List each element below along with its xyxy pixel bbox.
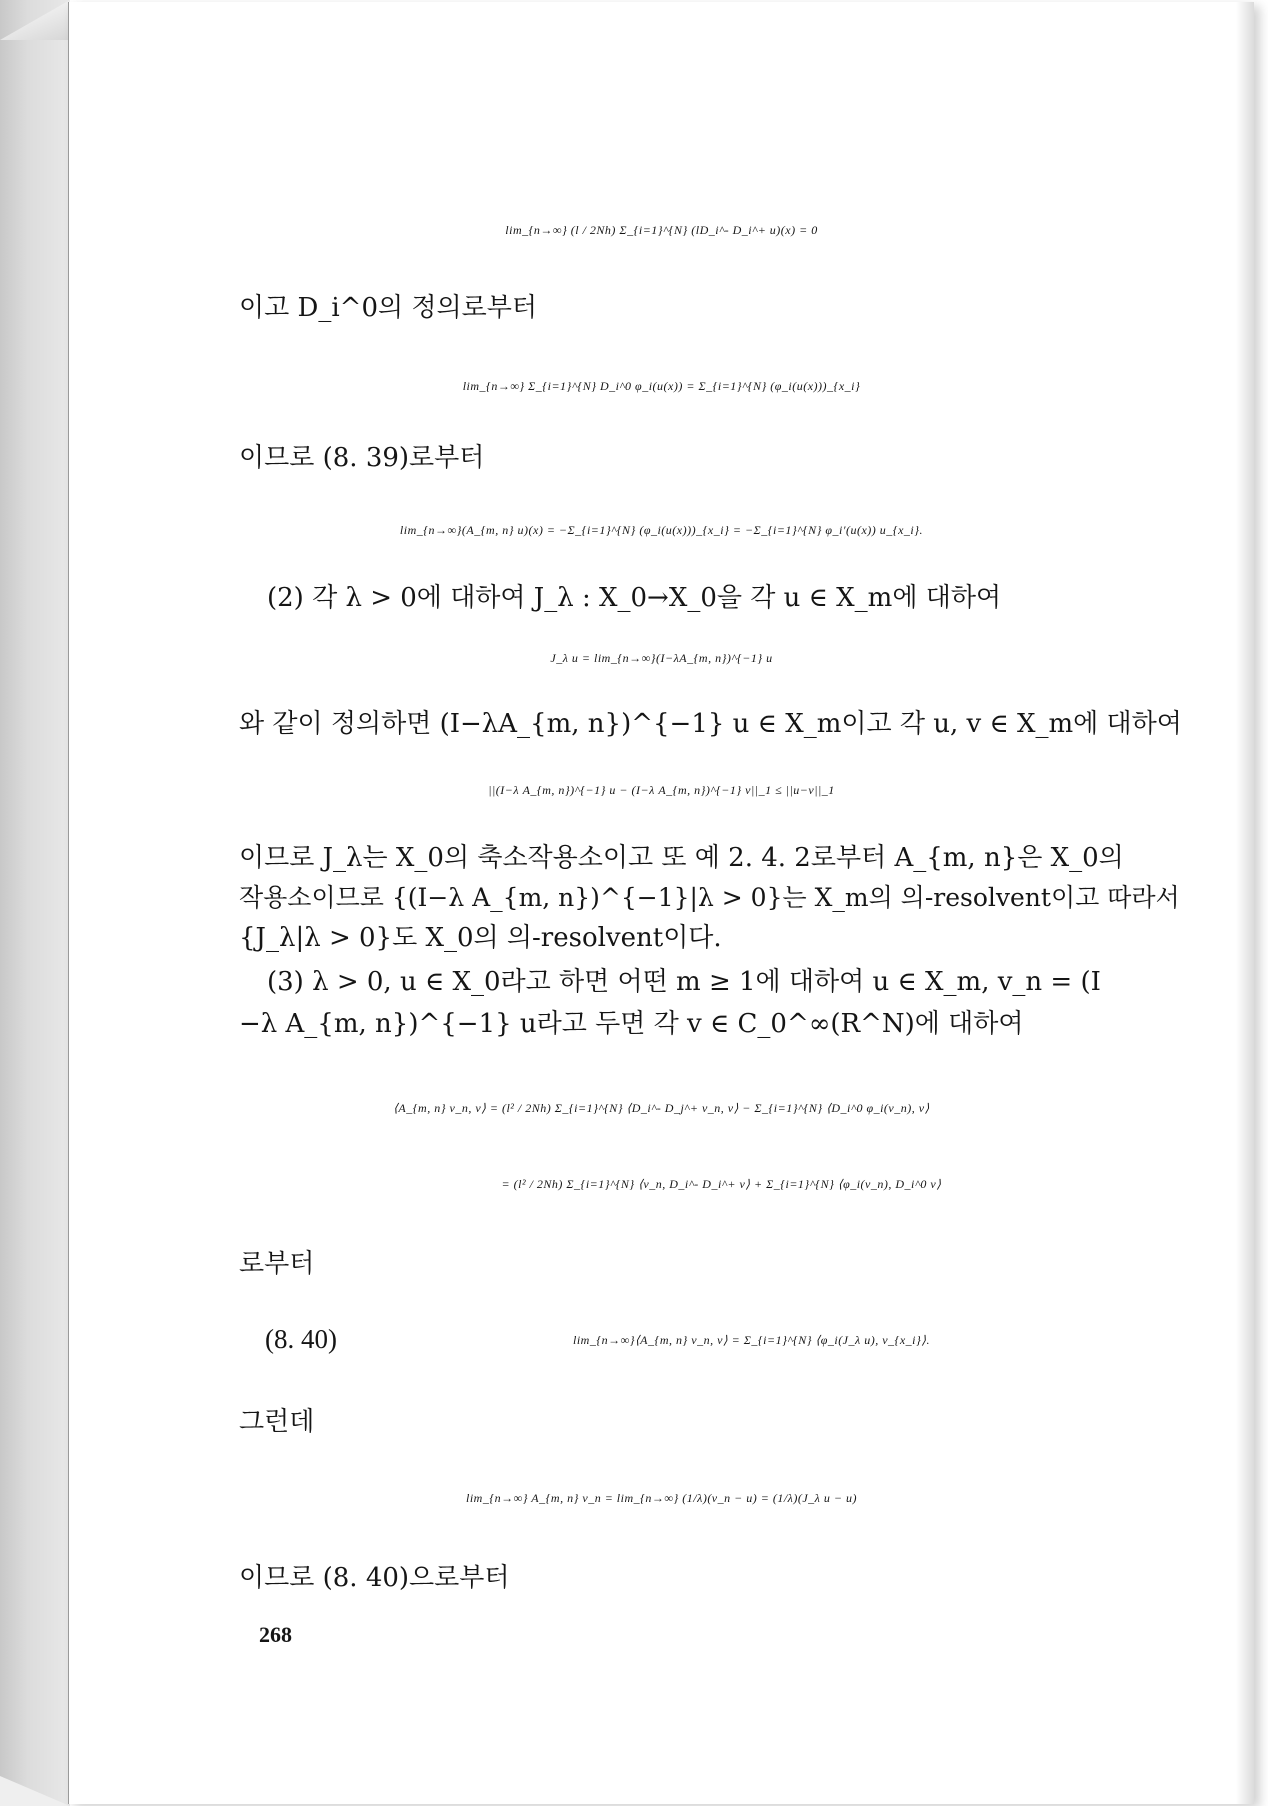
page-edge-shade: [1236, 2, 1254, 1804]
equation-line: ⟨A_{m, n} v_n, v⟩ = (l² / 2Nh) Σ_{i=1}^{N} ⟨D_i^- D_j^+ v_n, v⟩ − Σ_{i=1}^{N} ⟨D_i^0 φ_i(v_n), v⟩: [393, 1101, 930, 1115]
equation-line: lim_{n→∞}⟨A_{m, n} v_n, v⟩ = Σ_{i=1}^{N} ⟨φ_i(J_λ u), v_{x_i}⟩.: [573, 1333, 930, 1347]
equation-line: lim_{n→∞} A_{m, n} v_n = lim_{n→∞} (1/λ)(v_n − u) = (1/λ)(J_λ u − u): [466, 1491, 857, 1505]
text-line: 그런데: [239, 1407, 315, 1437]
page-number: 268: [259, 1622, 292, 1647]
equation-line: J_λ u = lim_{n→∞}(I−λA_{m, n})^{−1} u: [550, 651, 773, 665]
text-line: 이므로 J_λ는 X_0의 축소작용소이고 또 예 2. 4. 2로부터 A_{m, n}은 X_0의: [239, 843, 1124, 873]
equation-line: ||(I−λ A_{m, n})^{−1} u − (I−λ A_{m, n})^{−1} v||_1 ≤ ||u−v||_1: [488, 783, 835, 797]
text-line: 와 같이 정의하면 (I−λA_{m, n})^{−1} u ∈ X_m이고 각 u, v ∈ X_m에 대하여: [239, 709, 1182, 739]
text-line: 이므로 (8. 40)으로부터: [239, 1563, 510, 1593]
equation-line: lim_{n→∞} (l / 2Nh) Σ_{i=1}^{N} (lD_i^- D_i^+ u)(x) = 0: [505, 223, 818, 237]
equation-line: lim_{n→∞} Σ_{i=1}^{N} D_i^0 φ_i(u(x)) = Σ_{i=1}^{N} (φ_i(u(x)))_{x_i}: [462, 379, 861, 393]
equation-line: = (l² / 2Nh) Σ_{i=1}^{N} ⟨v_n, D_i^- D_i^+ v⟩ + Σ_{i=1}^{N} ⟨φ_i(v_n), D_i^0 v⟩: [501, 1177, 942, 1191]
text-line: 이므로 (8. 39)로부터: [239, 443, 485, 473]
text-line: 로부터: [239, 1249, 315, 1279]
text-line: (2) 각 λ > 0에 대하여 J_λ : X_0→X_0을 각 u ∈ X_m에 대하여: [267, 583, 1002, 613]
equation-line: lim_{n→∞}(A_{m, n} u)(x) = −Σ_{i=1}^{N} (φ_i(u(x)))_{x_i} = −Σ_{i=1}^{N} φ_i′(u(x)) u_{x_i}.: [399, 523, 924, 537]
equation-number: (8. 40): [265, 1324, 337, 1354]
text-line: 작용소이므로 {(I−λ A_{m, n})^{−1}|λ > 0}는 X_m의 의-resolvent이고 따라서: [239, 883, 1180, 912]
book-spine: [0, 0, 70, 1806]
text-line: −λ A_{m, n})^{−1} u라고 두면 각 v ∈ C_0^∞(R^N)에 대하여: [239, 1009, 1024, 1039]
text-line: {J_λ|λ > 0}도 X_0의 의-resolvent이다.: [239, 923, 722, 953]
text-line: 이고 D_i^0의 정의로부터: [239, 293, 537, 323]
text-line: (3) λ > 0, u ∈ X_0라고 하면 어떤 m ≥ 1에 대하여 u ∈ X_m, v_n = (I: [267, 967, 1101, 997]
book-page: [68, 2, 1254, 1804]
